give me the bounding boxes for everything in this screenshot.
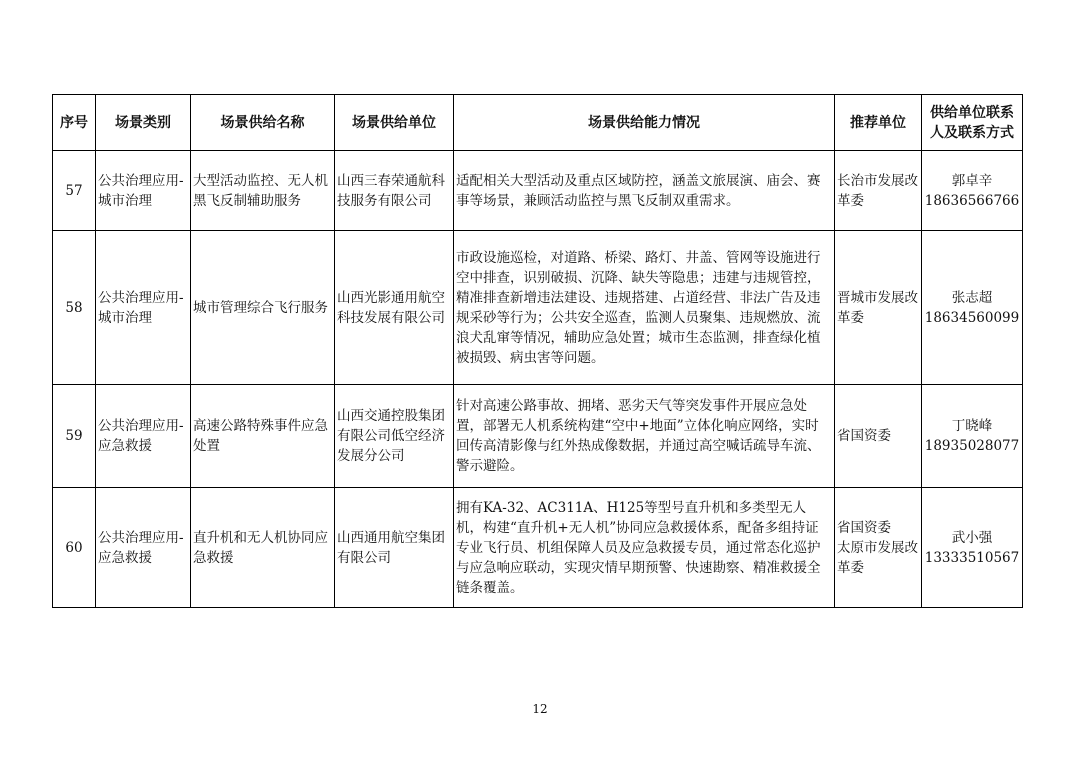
header-recommender: 推荐单位 [835,95,922,151]
row-capability: 市政设施巡检，对道路、桥梁、路灯、井盖、管网等设施进行空中排查，识别破损、沉降、缺失等隐患；违建与违规管控，精准排查新增违法建设、违规搭建、占道经营、非法广告及违规采砂等行为；公共安全巡查，监测人员聚集、违规燃放、流浪犬乱窜等情况，辅助应急处置；城市生态监测，排查绿化植被损毁、病虫害等问题。 [454,231,835,385]
header-capability: 场景供给能力情况 [454,95,835,151]
row-capability: 针对高速公路事故、拥堵、恶劣天气等突发事件开展应急处置，部署无人机系统构建“空中+地面”立体化响应网络，实时回传高清影像与红外热成像数据，并通过高空喊话疏导车流、警示避险。 [454,385,835,488]
row-recommender: 省国资委 太原市发展改革委 [835,488,922,608]
row-contact [922,151,1023,231]
row-category: 公共治理应用-城市治理 [96,231,191,385]
scenario-supply-table [52,94,1023,608]
row-unit: 山西通用航空集团有限公司 [335,488,454,608]
row-category: 公共治理应用-应急救援 [96,488,191,608]
header-contact: 供给单位联系人及联系方式 [922,95,1023,151]
contact-name: 郭卓辛 [951,172,993,189]
contact-name: 张志超 [951,289,993,306]
row-category: 公共治理应用-应急救援 [96,385,191,488]
row-recommender: 省国资委 [835,385,922,488]
row-unit: 山西光影通用航空科技发展有限公司 [335,231,454,385]
row-name: 城市管理综合飞行服务 [191,231,335,385]
row-category: 公共治理应用-城市治理 [96,151,191,231]
row-no: 60 [53,488,96,608]
row-capability: 适配相关大型活动及重点区域防控，涵盖文旅展演、庙会、赛事等场景，兼顾活动监控与黑飞反制双重需求。 [454,151,835,231]
header-category: 场景类别 [96,95,191,151]
contact-name: 丁晓峰 [951,418,993,434]
row-no: 58 [53,231,96,385]
row-name: 大型活动监控、无人机黑飞反制辅助服务 [191,151,335,231]
row-contact [922,231,1023,385]
page-number: 12 [532,702,548,716]
table-header-row [53,95,1023,151]
header-name: 场景供给名称 [191,95,335,151]
header-no: 序号 [53,95,96,151]
contact-phone: 18636566766 [924,192,1020,209]
row-unit: 山西交通控股集团有限公司低空经济发展分公司 [335,385,454,488]
row-name: 高速公路特殊事件应急处置 [191,385,335,488]
table-row [53,488,1023,608]
row-contact [922,385,1023,488]
contact-name: 武小强 [951,529,993,546]
contact-phone: 18935028077 [924,438,1020,454]
table-row [53,385,1023,488]
row-capability: 拥有KA-32、AC311A、H125等型号直升机和多类型无人机，构建“直升机+无人机”协同应急救援体系，配备多组持证专业飞行员、机组保障人员及应急救援专员，通过常态化巡护与应急响应联动，实现灾情早期预警、快速勘察、精准救援全链条覆盖。 [454,488,835,608]
contact-phone: 18634560099 [924,309,1020,326]
contact-phone: 13333510567 [924,549,1020,566]
row-recommender: 晋城市发展改革委 [835,231,922,385]
row-no: 57 [53,151,96,231]
row-name: 直升机和无人机协同应急救援 [191,488,335,608]
header-unit: 场景供给单位 [335,95,454,151]
table-row [53,151,1023,231]
row-contact [922,488,1023,608]
table-row [53,231,1023,385]
row-no: 59 [53,385,96,488]
row-recommender: 长治市发展改革委 [835,151,922,231]
row-unit: 山西三春荣通航科技服务有限公司 [335,151,454,231]
